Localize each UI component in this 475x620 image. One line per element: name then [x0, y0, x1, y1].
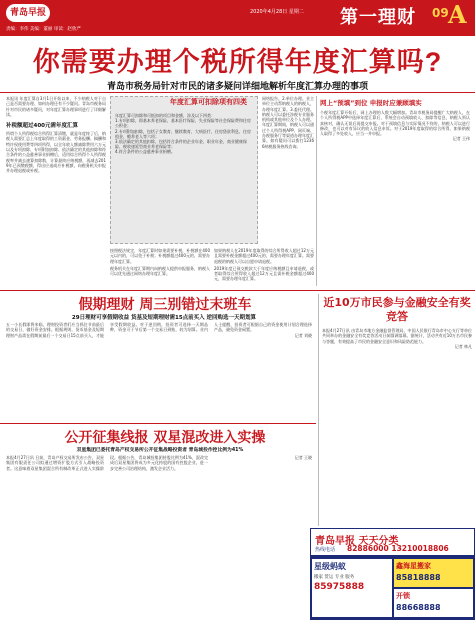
ad-moving-1-phone: 85975888	[314, 582, 365, 592]
deduction-sidebar	[110, 96, 258, 244]
article3-body: 本报4月27日讯 由青岛市地方金融监督管理局、中国人民银行青岛市中心支行等单位共同举办的金融安全有奖竞答活动日前圆满落幕。据统计，活动共有近10万名市民参与答题，有效提高了市民的金融安全意识和风险防范能力。	[322, 328, 472, 344]
issue-date: 2020年4月28日 星期二	[250, 9, 304, 15]
ad-moving-2	[394, 559, 473, 587]
main-body-2b: 税务机关在年度汇算期内向纳税人提供申报服务，纳税人可以优先通过网络办理年度汇算。	[110, 265, 210, 277]
sidebar-title: 年度汇算可扣除项有四类	[170, 98, 247, 106]
article4-subheadline: 双星集团已委托青岛产权交易所公开征集战略投资者 青岛城投作控比例为41%	[76, 448, 244, 453]
main-intro: 本报讯 年度汇算自3月1日开始以来，不少纳税人对于自己是否需要办理、如何办理还有不少疑问。青岛市税务局针对市民的诸多疑问，对年度汇算办理事项进行了详细解读。	[6, 96, 106, 117]
right-article	[320, 110, 470, 142]
article2-headline: 假期理财 周三别错过末班车	[78, 297, 252, 313]
divider	[0, 92, 475, 93]
sidebar-intro: 年度汇算可扣除和可抵扣的项目和金额，涉及以下四类：	[115, 113, 215, 118]
main-body-3b: 如果纳税人在2019年度取得的综合所得收入超过12万元且需要补税金额超过400元的，需要办理年度汇算。需要退税的纳税人可以自愿申请退税。	[214, 248, 314, 264]
article3-byline: 记者 林凡	[454, 343, 472, 349]
sidebar-content	[111, 109, 257, 159]
article3-headline: 近10万市民参与金融安全有奖竞答	[323, 296, 471, 323]
article3-body-container	[322, 328, 472, 524]
right-article-body: 个税年度汇算开始后，网上办理的人数大幅增加。青岛市税务局提醒广大纳税人，在个人所得税APP中选择年度汇算后，系统会自动预填收入、扣除等信息，纳税人须认真核对，确认无误后再提交申报。对于预填信息与实际情况不符的，纳税人可以进行修改，也可以对有异议的收入信息申诉。对于2019年度取得的综合所得，如果纳税人取得了多处收入，应当一并申报。	[320, 110, 470, 137]
section-title: 第一理财	[340, 7, 416, 28]
main-article-column-3	[262, 96, 314, 149]
divider	[0, 290, 475, 291]
sidebar-item: 2.专项附加扣除，包括子女教育、继续教育、大病医疗、住房贷款利息、住房租金、赡养老人等六项；	[115, 128, 251, 139]
ad-moving-1-title: 星级蚂蚁	[314, 562, 346, 571]
right-article-title: 网上“预填”到位 申报时应兼顾填实	[320, 99, 422, 107]
main-subheadline: 青岛市税务局针对市民的诸多疑问详细地解析年度汇算办理的事项	[106, 82, 368, 92]
main-article-column-2b	[110, 248, 210, 276]
main-body-2: 按照税法规定，年度汇算时如果需要补税，补税额在400元以内的，可以免于补税；补税额超过400元的，需要办理年度汇算。	[110, 248, 210, 264]
article4-byline: 记者 王晓	[294, 455, 312, 460]
ad-moving-2-title: 鑫海星搬家	[396, 562, 431, 570]
main-subhead-1: 补税额超过400元需年度汇算	[6, 123, 78, 130]
ad-banner-sub: 热线电话	[315, 547, 336, 553]
ad-locksmith-title: 开锁	[396, 592, 410, 600]
ad-banner-phone: 82886000 13210018806	[347, 544, 449, 553]
classified-ads	[310, 528, 475, 620]
page-number: 09	[432, 6, 449, 20]
masthead	[0, 0, 475, 36]
divider	[0, 423, 316, 424]
main-article-column-3b	[214, 248, 314, 282]
newspaper-logo: 青岛早报	[6, 4, 50, 22]
section-letter: A	[448, 0, 467, 29]
main-article-column-1	[6, 96, 106, 174]
article4-body: 本报4月27日讯 日前，青岛产权交易所发布公告，双星集团有限责任公司拟通过增资扩股方式引入战略投资者。这意味着双星集团混合所有制改革正式进入实操阶段。根据公告，青岛城投集团持股比例为41%，混改完成后双星集团将成为多元化持股的国有控股企业，进一步完善公司治理结构，激发企业活力。	[6, 455, 208, 471]
ad-locksmith-phone: 88668888	[396, 603, 441, 612]
ad-banner-title: 青岛早报 天天分类	[315, 536, 399, 547]
column-divider	[316, 96, 317, 286]
right-article-byline: 记者 王伟	[452, 136, 470, 142]
article4-headline: 公开征集线报 双星混改进入实操	[64, 430, 266, 446]
main-body-3c: 2019年度已预交税款大于年度应纳税额且申请退税，或者取得综合所得收入超过12万元且需补税金额超过400元，需要办理年度汇算。	[214, 265, 314, 282]
article2-body-container	[6, 322, 312, 420]
ad-banner	[310, 528, 475, 556]
sidebar-item: 4.符合条件的公益慈善事业捐赠。	[115, 149, 175, 155]
sidebar-item: 1.专项扣除，即基本养老保险、基本医疗保险、失业保险等社会保险费和住房公积金；	[115, 118, 251, 129]
column-divider	[318, 294, 319, 526]
ad-moving-1-text: 搬家 货运 专业 服务	[314, 575, 355, 580]
sidebar-item: 3.依法确定的其他扣除，包括符合条件的企业年金、职业年金、商业健康保险、税收递延型商业养老保险等；	[115, 139, 247, 150]
ad-locksmith	[394, 589, 473, 617]
article2-byline: 记者 刘晓	[294, 332, 312, 338]
main-body-1: 所谓个人所得税综合所得汇算清缴，就是年度终了后，纳税人需要汇总上年度取得的工资薪金、劳务报酬、稿酬和特许权使用费等四项所得，以全年收入额减除费用六万元以及专项扣除、专项附加扣除、依法确定的其他扣除和符合条件的公益慈善事业捐赠后，适用综合所得个人所得税税率并减去速算扣除数，计算最终应纳税额，再减去2019年已预缴税额，得出应退或应补税额，向税务机关申报并办理退税或补税。	[6, 131, 106, 174]
main-headline: 你需要办理个税所得年度汇算吗?	[32, 47, 443, 77]
editor-credits: 责编：李伟 美编：董丽 审读：赵欣严	[6, 27, 81, 32]
article4-body-container	[6, 455, 312, 615]
article2-body: 五一小长假即将来临，理财投资者们应当抓住节前最后的交易日，做好资金安排。根据规则，货币基金及短期理财产品需在假期前最后一个交易日15点前买入，才能享受假期收益。对于逆回购，投资者可选择一天期品种，资金可于节后第一个交易日到账，较为划算。业内人士提醒，投资者可根据自己的资金使用计划合理选择产品，避免资金闲置。	[6, 322, 312, 338]
ad-moving-1	[312, 559, 392, 617]
main-body-3: 网络报告。2.单位办理。业主单位主动帮纳税人的纳税人，办理年度汇算。3.委托代理。纳税人可以委托涉税专业服务机构或其他单位及个人办理。年度汇算期间，纳税人可以通过个人所得税APP、网页端、办税服务厅等渠道办理年度汇算。如有疑问可以拨打12366纳税服务热线咨询。	[262, 96, 314, 149]
article2-subheadline: 29日理财可享假期收益 货基及短期理财需15点前买入 逆回购选一天期划算	[71, 315, 257, 321]
ad-moving-2-phone: 85818888	[396, 573, 441, 582]
